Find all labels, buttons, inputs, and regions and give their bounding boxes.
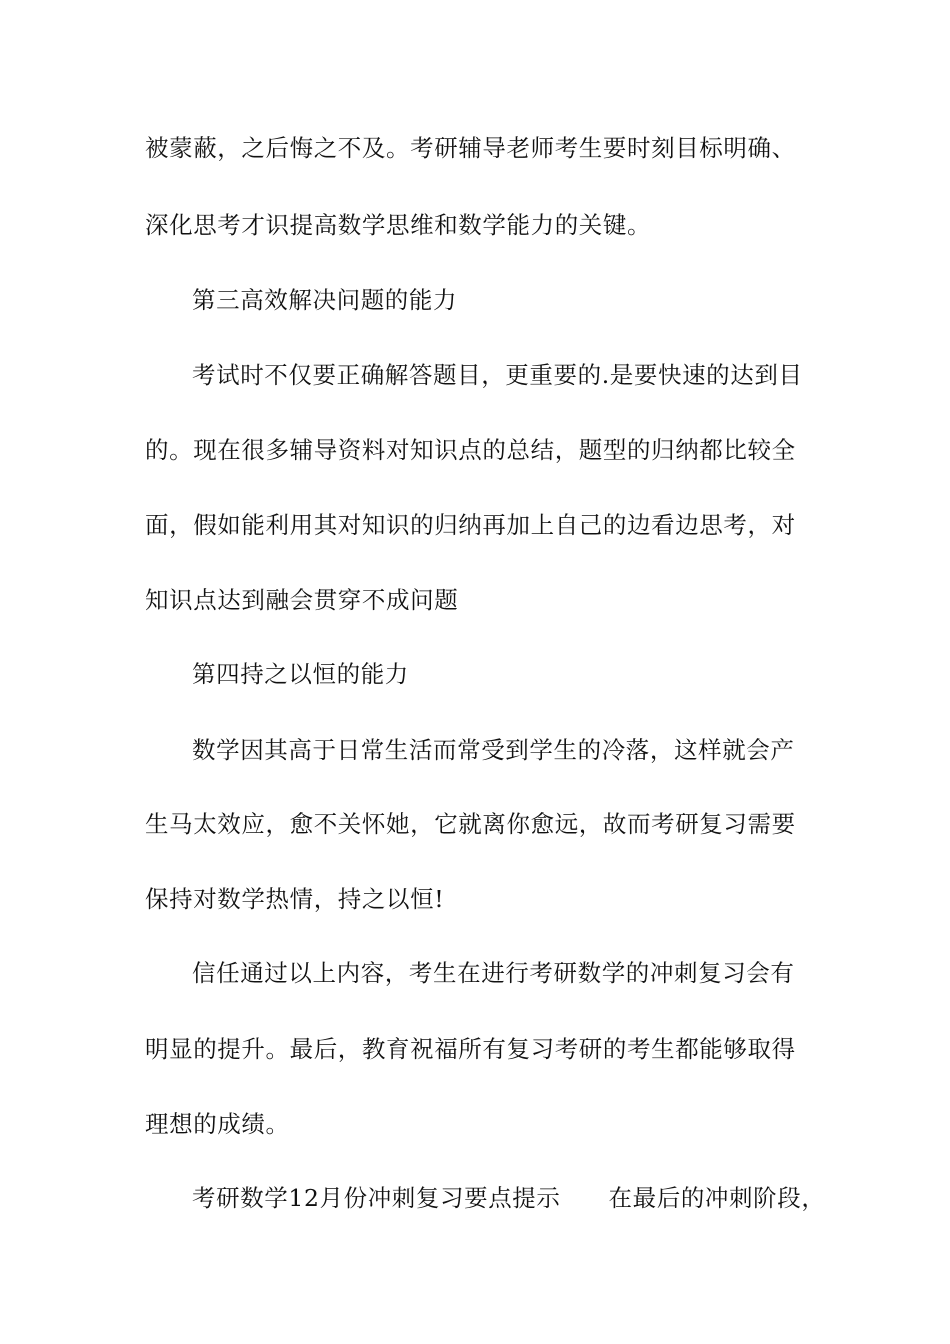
text-line-11: 保持对数学热情，持之以恒!	[145, 885, 445, 913]
article-title: 考研数学12月份冲刺复习要点提示	[192, 1184, 561, 1212]
text-line-14: 理想的成绩。	[145, 1110, 290, 1138]
section-heading-3: 第三高效解决问题的能力	[192, 286, 458, 314]
text-line-5: 的。现在很多辅导资料对知识点的总结，题型的归纳都比较全	[145, 436, 796, 464]
text-line-13: 明显的提升。最后，教育祝福所有复习考研的考生都能够取得	[145, 1035, 796, 1063]
text-line-9: 数学因其高于日常生活而常受到学生的冷落，这样就会产	[192, 736, 795, 764]
text-line-4: 考试时不仅要正确解答题目，更重要的.是要快速的达到目	[192, 361, 803, 389]
text-line-6: 面，假如能利用其对知识的归纳再加上自己的边看边思考，对	[145, 511, 796, 539]
article-lead: 在最后的冲刺阶段，	[608, 1184, 826, 1212]
text-line-1: 被蒙蔽，之后悔之不及。考研辅导老师考生要时刻目标明确、	[145, 134, 796, 162]
section-heading-4: 第四持之以恒的能力	[192, 660, 409, 688]
text-line-15	[192, 1178, 832, 1218]
text-line-2: 深化思考才识提高数学思维和数学能力的关键。	[145, 211, 652, 239]
text-line-10: 生马太效应，愈不关怀她，它就离你愈远，故而考研复习需要	[145, 810, 796, 838]
text-line-7: 知识点达到融会贯穿不成问题	[145, 586, 459, 614]
text-line-12: 信任通过以上内容，考生在进行考研数学的冲刺复习会有	[192, 959, 795, 987]
